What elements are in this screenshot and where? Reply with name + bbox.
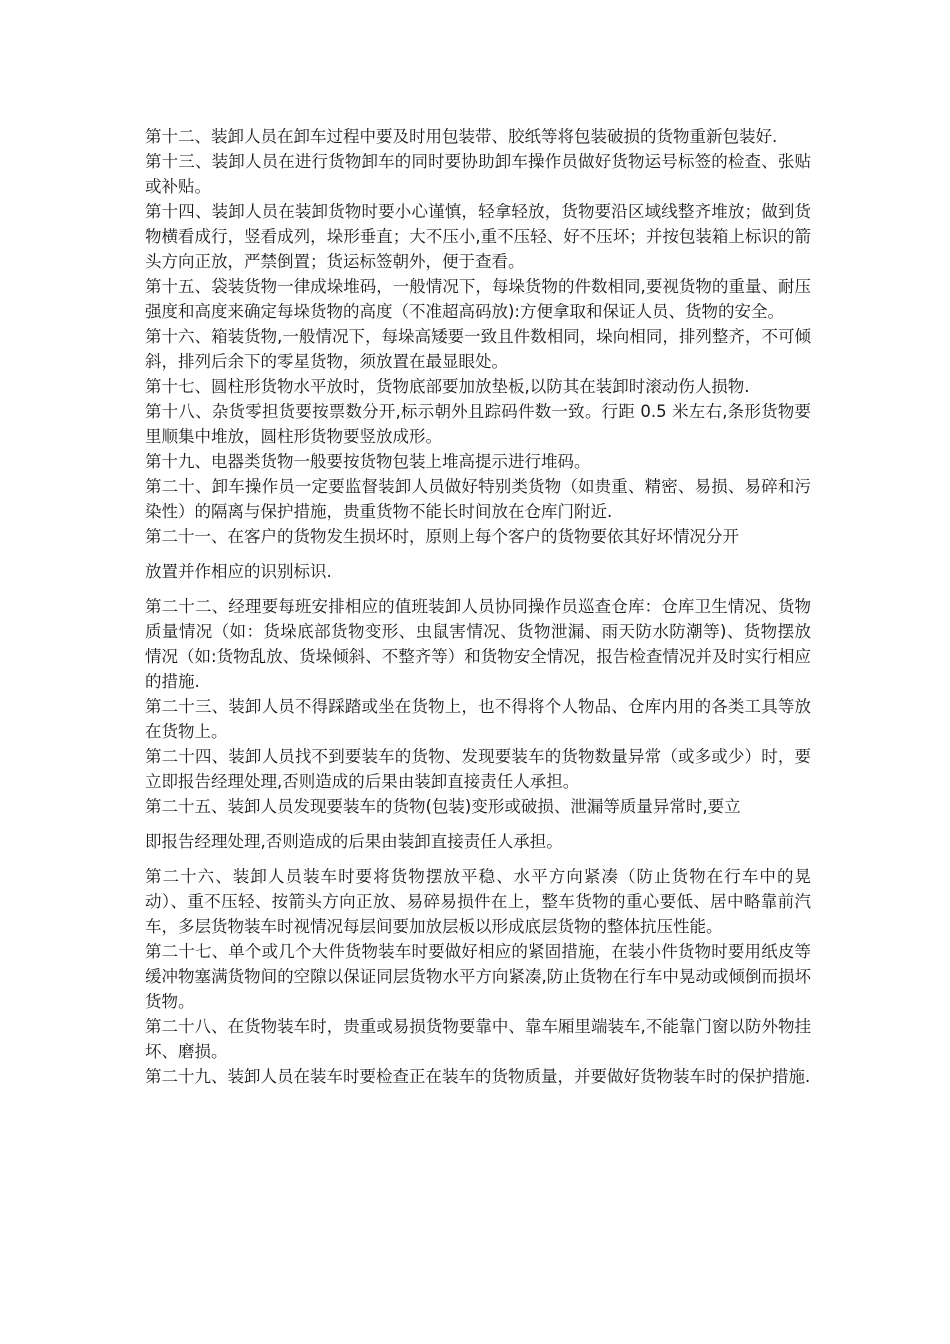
- article-29: 第二十九、装卸人员在装车时要检查正在装车的货物质量，并要做好货物装车时的保护措施.: [145, 1067, 811, 1086]
- article-26: 第二十六、装卸人员装车时要将货物摆放平稳、水平方向紧凑（防止货物在行车中的晃动）、重不压轻、按箭头方向正放、易碎易损件在上，整车货物的重心要低、居中略靠前汽车，多层货物装车时视情况每层间要加放层板以形成底层货物的整体抗压性能。: [145, 867, 811, 936]
- article-23: 第二十三、装卸人员不得踩踏或坐在货物上，也不得将个人物品、仓库内用的各类工具等放在货物上。: [145, 697, 811, 741]
- article-24: 第二十四、装卸人员找不到要装车的货物、发现要装车的货物数量异常（或多或少）时，要立即报告经理处理,否则造成的后果由装卸直接责任人承担。: [145, 747, 811, 791]
- article-22: 第二十二、经理要每班安排相应的值班装卸人员协同操作员巡查仓库：仓库卫生情况、货物质量情况（如：货垛底部货物变形、虫鼠害情况、货物泄漏、雨天防水防潮等)、货物摆放情况（如:货物乱放、货垛倾斜、不整齐等）和货物安全情况，报告检查情况并及时实行相应的措施.: [145, 597, 811, 691]
- article-27: 第二十七、单个或几个大件货物装车时要做好相应的紧固措施，在装小件货物时要用纸皮等缓冲物塞满货物间的空隙以保证同层货物水平方向紧凑,防止货物在行车中晃动或倾倒而损坏货物。: [145, 942, 811, 1011]
- article-18: 第十八、杂货零担货要按票数分开,标示朝外且踪码件数一致。行距 0.5 米左右,条形货物要里顺集中堆放，圆柱形货物要竖放成形。: [145, 402, 811, 446]
- document-page: [145, 124, 811, 1089]
- article-17: 第十七、圆柱形货物水平放时，货物底部要加放垫板,以防其在装卸时滚动伤人损物.: [145, 377, 750, 396]
- article-20: 第二十、卸车操作员一定要监督装卸人员做好特别类货物（如贵重、精密、易损、易碎和污染性）的隔离与保护措施，贵重货物不能长时间放在仓库门附近.: [145, 477, 811, 521]
- article-21-line-2: 放置并作相应的识别标识.: [145, 562, 332, 581]
- article-15: 第十五、袋装货物一律成垛堆码，一般情况下，每垛货物的件数相同,要视货物的重量、耐压强度和高度来确定每垛货物的高度（不准超高码放):方便拿取和保证人员、货物的安全。: [145, 277, 811, 321]
- article-12: 第十二、装卸人员在卸车过程中要及时用包装带、胶纸等将包装破损的货物重新包装好.: [145, 127, 778, 146]
- article-13: 第十三、装卸人员在进行货物卸车的同时要协助卸车操作员做好货物运号标签的检查、张贴或补贴。: [145, 152, 811, 196]
- article-25-line-1: 第二十五、装卸人员发现要装车的货物(包装)变形或破损、泄漏等质量异常时,要立: [145, 797, 741, 816]
- article-19: 第十九、电器类货物一般要按货物包装上堆高提示进行堆码。: [145, 452, 591, 471]
- article-21-line-1: 第二十一、在客户的货物发生损坏时，原则上每个客户的货物要依其好坏情况分开: [145, 527, 739, 546]
- article-14: 第十四、装卸人员在装卸货物时要小心谨慎，轻拿轻放，货物要沿区域线整齐堆放；做到货物横看成行，竖看成列，垛形垂直；大不压小,重不压轻、好不压坏；并按包装箱上标识的箭头方向正放，严禁倒置；货运标签朝外，便于查看。: [145, 202, 811, 271]
- article-16: 第十六、箱装货物,一般情况下，每垛高矮要一致且件数相同，垛向相同，排列整齐，不可倾斜，排列后余下的零星货物，须放置在最显眼处。: [145, 327, 811, 371]
- article-25-line-2: 即报告经理处理,否则造成的后果由装卸直接责任人承担。: [145, 832, 563, 851]
- article-28: 第二十八、在货物装车时，贵重或易损货物要靠中、靠车厢里端装车,不能靠门窗以防外物挂坏、磨损。: [145, 1017, 811, 1061]
